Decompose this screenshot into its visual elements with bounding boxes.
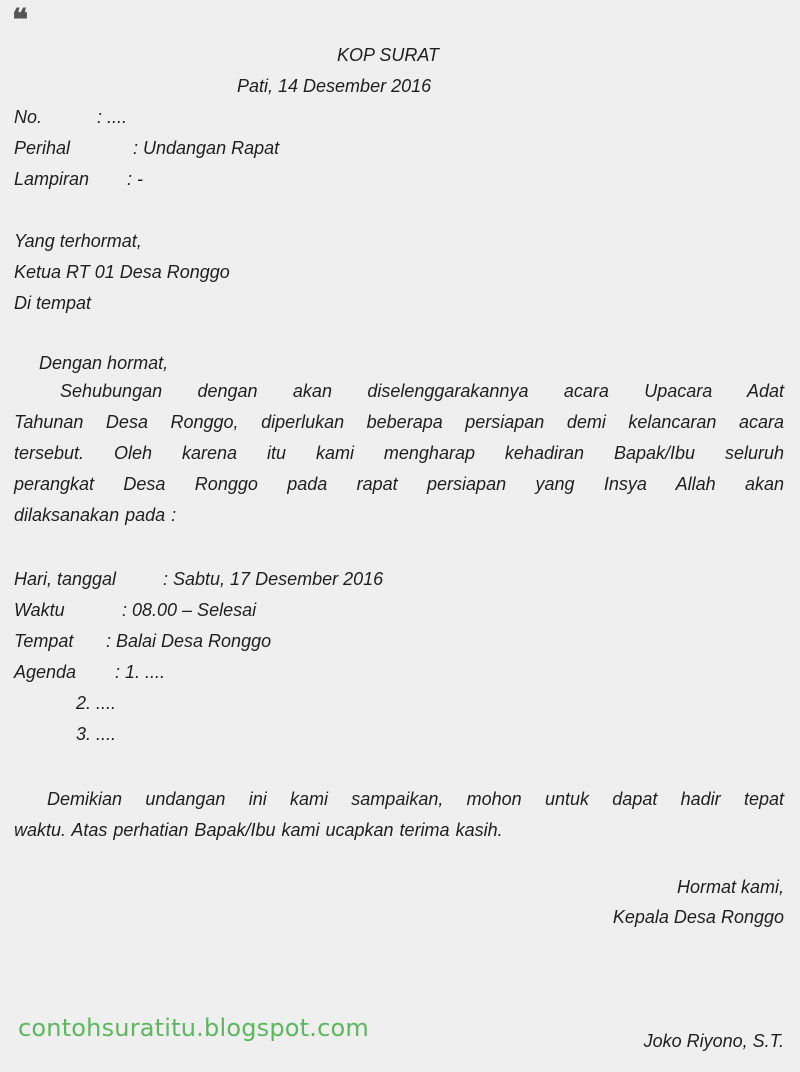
body-line: tersebut. Oleh karena itu kami mengharap kehadiran Bapak/Ibu seluruh (14, 443, 784, 463)
time-label: Waktu (14, 600, 65, 620)
date-label: Hari, tanggal (14, 569, 117, 589)
signer-title: Kepala Desa Ronggo (612, 907, 784, 927)
recipient-place: Di tempat (14, 293, 92, 313)
subject-label: Perihal (14, 138, 71, 158)
number-value: : .... (97, 107, 128, 127)
recipient-salutation: Yang terhormat, (14, 231, 142, 251)
venue-value: : Balai Desa Ronggo (106, 631, 272, 651)
sign-off: Hormat kami, (676, 877, 784, 897)
venue-label: Tempat (14, 631, 74, 651)
time-value: : 08.00 – Selesai (122, 600, 257, 620)
body-line: dilaksanakan pada : (14, 505, 177, 525)
attachment-label: Lampiran (14, 169, 90, 189)
quote-mark-icon: ❝ (12, 3, 29, 38)
body-line: Sehubungan dengan akan diselenggarakannya acara Upacara Adat (60, 381, 784, 401)
signer-name: Joko Riyono, S.T. (643, 1031, 784, 1051)
watermark-text: contohsuratitu.blogspot.com (18, 1014, 369, 1042)
letterhead-title: KOP SURAT (337, 45, 440, 65)
body-line: Tahunan Desa Ronggo, diperlukan beberapa persiapan demi kelancaran acara (14, 412, 784, 432)
date-value: : Sabtu, 17 Desember 2016 (163, 569, 384, 589)
agenda-item-3: 3. .... (76, 724, 117, 744)
closing-line: waktu. Atas perhatian Bapak/Ibu kami ucapkan terima kasih. (14, 820, 503, 840)
recipient-name: Ketua RT 01 Desa Ronggo (14, 262, 230, 282)
attachment-value: : - (127, 169, 143, 189)
greeting: Dengan hormat, (39, 353, 169, 373)
closing-line: Demikian undangan ini kami sampaikan, mohon untuk dapat hadir tepat (47, 789, 784, 809)
body-line: perangkat Desa Ronggo pada rapat persiapan yang Insya Allah akan (14, 474, 784, 494)
agenda-item-1: : 1. .... (115, 662, 166, 682)
number-label: No. (14, 107, 43, 127)
agenda-item-2: 2. .... (76, 693, 117, 713)
agenda-label: Agenda (14, 662, 77, 682)
place-date: Pati, 14 Desember 2016 (237, 76, 432, 96)
subject-value: : Undangan Rapat (133, 138, 280, 158)
